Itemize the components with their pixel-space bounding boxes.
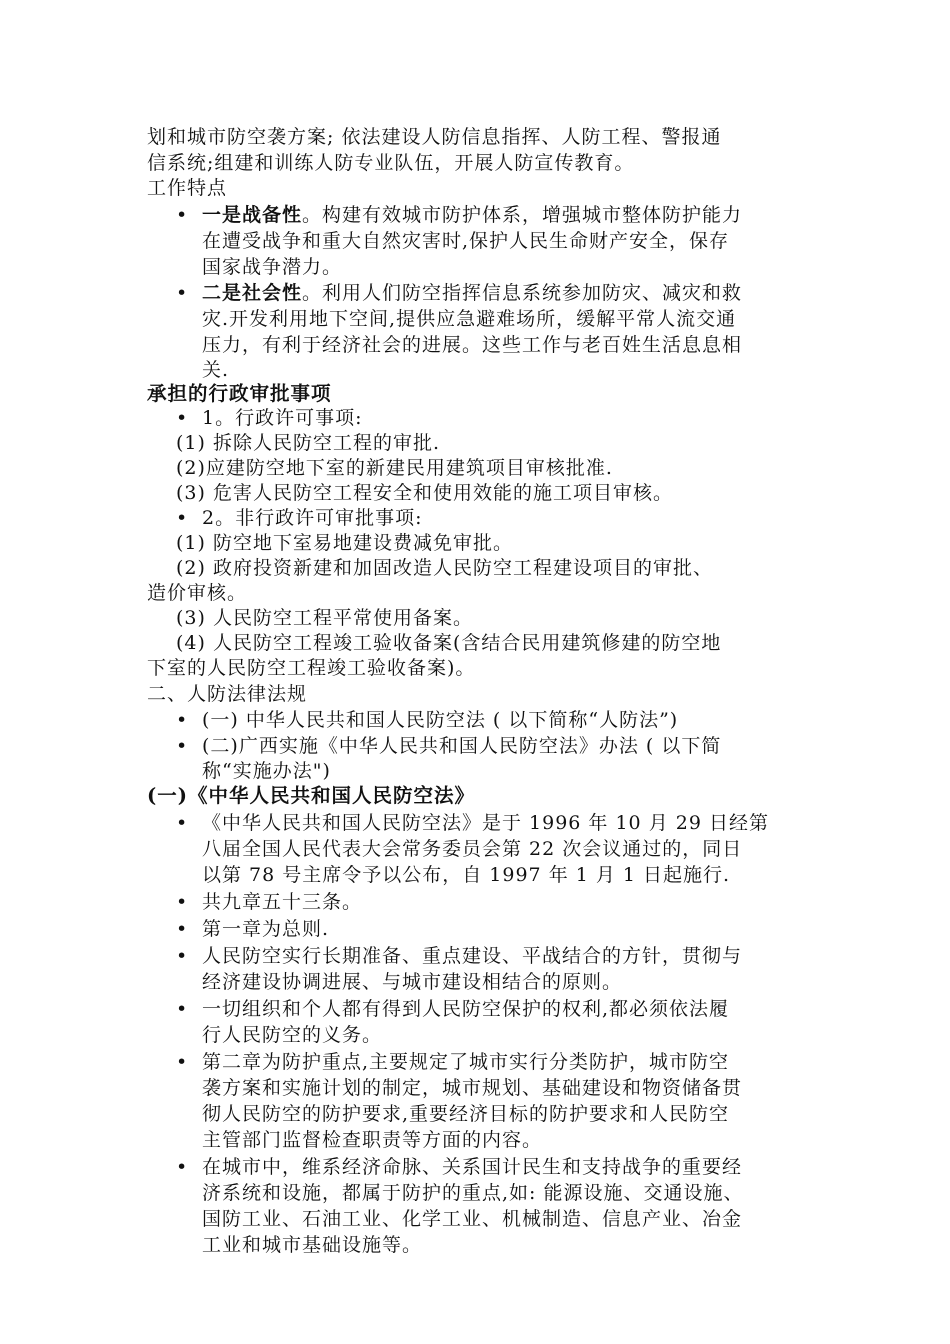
non-approval-sub-2b: 造价审核。 (147, 582, 248, 604)
bullet-marker: • (176, 507, 188, 529)
law-item-2b: 称“实施办法") (202, 760, 331, 782)
bullet-marker: • (176, 998, 188, 1020)
non-approval-sub-2a: (2) 政府投资新建和加固改造人民防空工程建设项目的审批、 (176, 557, 713, 579)
approval-item-1: 1。行政许可事项: (202, 407, 363, 429)
feature-1-line-1: 一是战备性。构建有效城市防护体系，增强城市整体防护能力 (202, 204, 743, 226)
law1-item-7c: 国防工业、石油工业、化学工业、机械制造、信息产业、冶金 (202, 1208, 743, 1230)
law1-item-1b: 八届全国人民代表大会常务委员会第 22 次会议通过的，同日 (202, 838, 743, 860)
non-approval-sub-3: (3) 人民防空工程平常使用备案。 (176, 607, 473, 629)
law1-item-7d: 工业和城市基础设施等。 (202, 1234, 423, 1256)
feature-1-line-2: 在遭受战争和重大自然灾害时,保护人民生命财产安全，保存 (202, 230, 730, 252)
feature-2-line-3: 压力，有利于经济社会的进展。这些工作与老百姓生活息息相 (202, 334, 743, 356)
law1-item-6b: 袭方案和实施计划的制定，城市规划、基础建设和物资储备贯 (202, 1077, 743, 1099)
law-item-1: (一) 中华人民共和国人民防空法 ( 以下简称“人防法”) (202, 709, 679, 731)
approval-sub-3: (3) 危害人民防空工程安全和使用效能的施工项目审核。 (176, 482, 673, 504)
law1-item-1a: 《中华人民共和国人民防空法》是于 1996 年 10 月 29 日经第 (202, 812, 769, 834)
law1-heading: (一)《中华人民共和国人民防空法》 (147, 784, 475, 807)
law1-item-2: 共九章五十三条。 (202, 891, 363, 913)
work-features-heading: 工作特点 (147, 177, 228, 199)
approval-heading: 承担的行政审批事项 (147, 382, 332, 405)
feature-2-title: 二是社会性 (202, 282, 303, 304)
intro-line-2: 信系统;组建和训练人防专业队伍，开展人防宣传教育。 (147, 152, 635, 174)
approval-item-2: 2。非行政许可审批事项: (202, 507, 423, 529)
law1-item-5a: 一切组织和个人都有得到人民防空保护的权利,都必须依法履 (202, 998, 730, 1020)
approval-sub-1: (1) 拆除人民防空工程的审批. (176, 432, 440, 454)
bullet-marker: • (176, 709, 188, 731)
law1-item-4b: 经济建设协调进展、与城市建设相结合的原则。 (202, 971, 623, 993)
feature-1-line-3: 国家战争潜力。 (202, 256, 343, 278)
feature-1-title: 一是战备性 (202, 204, 303, 226)
law1-item-6d: 主管部门监督检查职责等方面的内容。 (202, 1129, 543, 1151)
law1-item-1c: 以第 78 号主席令予以公布，自 1997 年 1 月 1 日起施行. (202, 864, 731, 886)
law1-item-6c: 彻人民防空的防护要求,重要经济目标的防护要求和人民防空 (202, 1103, 730, 1125)
law1-item-5b: 行人民防空的义务。 (202, 1024, 383, 1046)
bullet-marker: • (176, 735, 188, 757)
bullet-marker: • (176, 918, 188, 940)
law-heading: 二、人防法律法规 (147, 683, 308, 705)
feature-2-line-1: 二是社会性。利用人们防空指挥信息系统参加防灾、减灾和救 (202, 282, 743, 304)
law1-item-7b: 济系统和设施，都属于防护的重点,如: 能源设施、交通设施、 (202, 1182, 744, 1204)
non-approval-sub-4b: 下室的人民防空工程竣工验收备案)。 (147, 657, 476, 679)
bullet-marker: • (176, 407, 188, 429)
approval-sub-2: (2)应建防空地下室的新建民用建筑项目审核批准. (176, 457, 613, 479)
law1-item-6a: 第二章为防护重点,主要规定了城市实行分类防护，城市防空 (202, 1051, 730, 1073)
bullet-marker: • (176, 282, 188, 304)
bullet-marker: • (176, 945, 188, 967)
law1-item-7a: 在城市中，维系经济命脉、关系国计民生和支持战争的重要经 (202, 1156, 743, 1178)
non-approval-sub-1: (1) 防空地下室易地建设费减免审批。 (176, 532, 513, 554)
law1-item-4a: 人民防空实行长期准备、重点建设、平战结合的方针，贯彻与 (202, 945, 743, 967)
bullet-marker: • (176, 1051, 188, 1073)
law-item-2a: (二)广西实施《中华人民共和国人民防空法》办法 ( 以下简 (202, 735, 722, 757)
intro-line-1: 划和城市防空袭方案; 依法建设人防信息指挥、人防工程、警报通 (147, 126, 722, 148)
bullet-marker: • (176, 204, 188, 226)
law1-item-3: 第一章为总则. (202, 918, 330, 940)
bullet-marker: • (176, 1156, 188, 1178)
non-approval-sub-4a: (4) 人民防空工程竣工验收备案(含结合民用建筑修建的防空地 (176, 632, 722, 654)
feature-2-line-2: 灾.开发利用地下空间,提供应急避难场所，缓解平常人流交通 (202, 308, 737, 330)
feature-2-line-4: 关. (202, 359, 230, 381)
bullet-marker: • (176, 812, 188, 834)
bullet-marker: • (176, 891, 188, 913)
